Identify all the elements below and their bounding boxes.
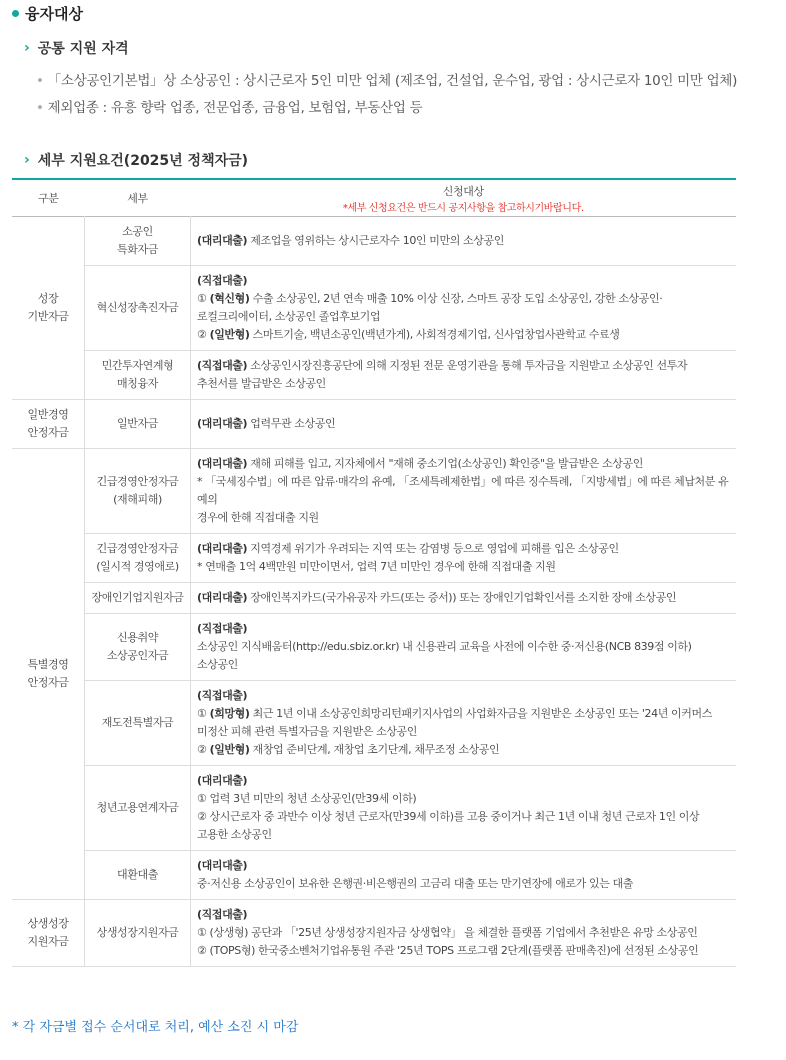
condition-text: 지역경제 위기가 우려되는 지역 또는 감염병 등으로 영업에 피해를 입은 소상공인: [247, 542, 619, 555]
target-condition-cell: [191, 614, 737, 681]
condition-line: [197, 509, 730, 527]
condition-line: [197, 687, 730, 705]
target-condition-cell: [191, 681, 737, 766]
table-row: [12, 534, 736, 583]
condition-line: [197, 290, 730, 308]
detail-name-label: 신용취약: [117, 631, 158, 644]
loan-type-label: (대리대출): [197, 774, 248, 787]
detail-name-label: 혁신성장촉진자금: [96, 301, 179, 314]
group-category-label: 일반경영: [27, 408, 69, 421]
detail-name-label: 일반자금: [117, 417, 158, 430]
condition-line: [197, 741, 730, 759]
condition-line: [197, 357, 730, 375]
loan-type-label: (대리대출): [197, 591, 248, 604]
table-row: [12, 351, 736, 400]
condition-text: 경우에 한해 직접대출 지원: [197, 511, 319, 524]
detail-name-label: 장애인기업지원자금: [91, 591, 184, 604]
condition-text: 최근 1년 이내 소상공인희망리턴패키지사업의 사업화자금을 지원받은 소상공인 또는 '24년 이커머스: [249, 707, 712, 720]
detail-name-label: 소상공인자금: [106, 649, 169, 662]
condition-line: [197, 415, 730, 433]
table-row: [12, 217, 736, 266]
condition-line: [197, 656, 730, 674]
common-item-2: • 제외업종 : 유흥 향락 업종, 전문업종, 금융업, 보험업, 부동산업 등: [36, 100, 423, 116]
condition-text: 소상공인: [197, 658, 238, 671]
condition-line: [197, 638, 730, 656]
group-category-cell: [12, 400, 85, 449]
loan-type-label: (직접대출): [197, 908, 248, 921]
loan-type-label: (직접대출): [197, 274, 248, 287]
group-category-cell: [12, 449, 85, 900]
detail-name-label: 대환대출: [117, 868, 158, 881]
condition-line: [197, 857, 730, 875]
condition-text: ②: [197, 328, 210, 341]
condition-line: [197, 326, 730, 344]
condition-text: ①: [197, 707, 210, 720]
bullet-icon: •: [36, 100, 44, 116]
type-label: (희망형): [209, 707, 250, 720]
condition-text: 업력무관 소상공인: [247, 417, 336, 430]
bullet-icon: •: [36, 73, 44, 89]
detail-requirements-title: › 세부 지원요건(2025년 정책자금): [24, 152, 249, 169]
table-row: [12, 400, 736, 449]
table-row: [12, 266, 736, 351]
loan-type-label: (대리대출): [197, 417, 248, 430]
detail-name-label: 민간투자연계형: [101, 359, 174, 372]
detail-name-cell: [85, 766, 191, 851]
condition-text: * 연매출 1억 4백만원 미만이면서, 업력 7년 미만인 경우에 한해 직접대출 지원: [197, 560, 556, 573]
condition-line: [197, 723, 730, 741]
condition-line: [197, 232, 730, 250]
detail-name-label: (재해피해): [113, 493, 162, 506]
table-row: [12, 449, 736, 534]
loan-type-label: (대리대출): [197, 542, 248, 555]
section-title: 융자대상: [12, 3, 83, 24]
group-category-label: 성장: [37, 292, 59, 305]
footnote: * 각 자금별 접수 순서대로 처리, 예산 소진 시 마감: [12, 1020, 299, 1035]
condition-line: [197, 375, 730, 393]
target-condition-cell: [191, 217, 737, 266]
group-category-label: 안정자금: [27, 676, 69, 689]
condition-line: [197, 790, 730, 808]
target-condition-cell: [191, 766, 737, 851]
group-category-label: 안정자금: [27, 426, 69, 439]
detail-name-cell: [85, 534, 191, 583]
condition-line: [197, 705, 730, 723]
detail-name-label: 매칭융자: [117, 377, 158, 390]
condition-line: [197, 808, 730, 826]
condition-text: * 「국세징수법」에 따른 압류·매각의 유예, 「조세특례제한법」에 따른 징수특례, 「지방세법」에 따른 체납처분 유예의: [197, 475, 729, 506]
condition-text: 고용한 소상공인: [197, 828, 272, 841]
condition-text: 추천서를 발급받은 소상공인: [197, 377, 326, 390]
common-eligibility-title: › 공통 지원 자격: [24, 40, 129, 57]
chevron-right-icon: ›: [24, 152, 30, 168]
table-header-row: [12, 179, 736, 217]
target-condition-cell: [191, 449, 737, 534]
detail-name-cell: [85, 217, 191, 266]
detail-name-label: 긴급경영안정자금: [96, 542, 179, 555]
detail-name-cell: [85, 851, 191, 900]
table-row: [12, 766, 736, 851]
header-target: [191, 179, 737, 217]
loan-type-label: (대리대출): [197, 234, 248, 247]
detail-name-label: (일시적 경영애로): [96, 560, 179, 573]
detail-name-label: 청년고용연계자금: [96, 801, 179, 814]
target-condition-cell: [191, 583, 737, 614]
condition-text: 재창업 준비단계, 재창업 초기단계, 채무조정 소상공인: [249, 743, 500, 756]
detail-name-label: 특화자금: [117, 243, 158, 256]
group-category-cell: [12, 900, 85, 967]
type-label: (일반형): [209, 328, 250, 341]
requirements-table: [12, 178, 736, 967]
target-condition-cell: [191, 900, 737, 967]
condition-text: ② (TOPS형) 한국중소벤처기업유통원 주관 '25년 TOPS 프로그램 2단계(플랫폼 판매촉진)에 선정된 소상공인: [197, 944, 699, 957]
target-condition-cell: [191, 851, 737, 900]
condition-line: [197, 924, 730, 942]
condition-text: ① 업력 3년 미만의 청년 소상공인(만39세 이하): [197, 792, 417, 805]
type-label: (일반형): [209, 743, 250, 756]
condition-text: 소상공인시장진흥공단에 의해 지정된 전문 운영기관을 통해 투자금을 지원받고 소상공인 선투자: [247, 359, 688, 372]
condition-text: 스마트기술, 백년소공인(백년가게), 사회적경제기업, 신사업창업사관학교 수료생: [249, 328, 620, 341]
condition-text: 미정산 피해 관련 특별자금을 지원받은 소상공인: [197, 725, 418, 738]
target-condition-cell: [191, 266, 737, 351]
group-category-label: 특별경영: [27, 658, 69, 671]
type-label: (혁신형): [209, 292, 250, 305]
table-body: [12, 217, 736, 967]
header-target-note: *세부 신청요건은 반드시 공지사항을 참고하시기바랍니다.: [342, 202, 584, 214]
condition-text: ① (상생형) 공단과 「'25년 상생성장지원자금 상생협약」 을 체결한 플랫폼 기업에서 추천받은 유망 소상공인: [197, 926, 698, 939]
detail-name-label: 재도전특별자금: [101, 716, 174, 729]
target-condition-cell: [191, 351, 737, 400]
condition-text: 중·저신용 소상공인이 보유한 은행권·비은행권의 고금리 대출 또는 만기연장에 애로가 있는 대출: [197, 877, 633, 890]
detail-name-cell: [85, 266, 191, 351]
detail-name-cell: [85, 400, 191, 449]
condition-line: [197, 558, 730, 576]
condition-line: [197, 620, 730, 638]
detail-name-label: 상생성장지원자금: [96, 926, 179, 939]
condition-line: [197, 272, 730, 290]
condition-line: [197, 942, 730, 960]
header-target-label: 신청대상: [442, 184, 484, 198]
detail-name-cell: [85, 351, 191, 400]
group-category-cell: [12, 217, 85, 400]
table-row: [12, 681, 736, 766]
detail-name-cell: [85, 583, 191, 614]
detail-name-cell: [85, 614, 191, 681]
chevron-right-icon: ›: [24, 40, 30, 56]
condition-text: 재해 피해를 입고, 지자체에서 "재해 중소기업(소상공인) 확인증"을 발급받은 소상공인: [247, 457, 643, 470]
loan-type-label: (직접대출): [197, 622, 248, 635]
target-condition-cell: [191, 400, 737, 449]
condition-text: 수출 소상공인, 2년 연속 매출 10% 이상 신장, 스마트 공장 도입 소상공인, 강한 소상공인·: [249, 292, 663, 305]
loan-type-label: (직접대출): [197, 359, 248, 372]
header-category: 구분: [38, 192, 59, 205]
detail-name-label: 소공인: [122, 225, 153, 238]
table-row: [12, 614, 736, 681]
condition-text: 장애인복지카드(국가유공자 카드(또는 증서)) 또는 장애인기업확인서를 소지한 장애 소상공인: [247, 591, 677, 604]
condition-text: 제조업을 영위하는 상시근로자수 10인 미만의 소상공인: [247, 234, 504, 247]
group-category-label: 기반자금: [27, 310, 69, 323]
group-category-label: 지원자금: [27, 935, 69, 948]
detail-name-cell: [85, 681, 191, 766]
condition-text: ①: [197, 292, 210, 305]
table-row: [12, 851, 736, 900]
condition-text: 로컬크리에이터, 소상공인 졸업후보기업: [197, 310, 381, 323]
detail-name-cell: [85, 449, 191, 534]
target-condition-cell: [191, 534, 737, 583]
condition-line: [197, 473, 730, 509]
loan-type-label: (대리대출): [197, 457, 248, 470]
condition-line: [197, 540, 730, 558]
bullet-dot-icon: [12, 10, 19, 17]
condition-line: [197, 589, 730, 607]
table-row: [12, 583, 736, 614]
loan-type-label: (대리대출): [197, 859, 248, 872]
header-detail: 세부: [127, 192, 148, 205]
detail-name-cell: [85, 900, 191, 967]
condition-text: ② 상시근로자 중 과반수 이상 청년 근로자(만39세 이하)를 고용 중이거나 최근 1년 이내 청년 근로자 1인 이상: [197, 810, 700, 823]
condition-line: [197, 772, 730, 790]
condition-text: ②: [197, 743, 210, 756]
common-item-1: • 「소상공인기본법」상 소상공인 : 상시근로자 5인 미만 업체 (제조업, 건설업, 운수업, 광업 : 상시근로자 10인 미만 업체): [36, 73, 738, 89]
condition-line: [197, 455, 730, 473]
condition-line: [197, 308, 730, 326]
condition-line: [197, 875, 730, 893]
group-category-label: 상생성장: [27, 917, 69, 930]
condition-line: [197, 906, 730, 924]
detail-name-label: 긴급경영안정자금: [96, 475, 179, 488]
condition-line: [197, 826, 730, 844]
condition-text: 소상공인 지식배움터(http://edu.sbiz.or.kr) 내 신용관리 교육을 사전에 이수한 중·저신용(NCB 839점 이하): [197, 640, 692, 653]
table-row: [12, 900, 736, 967]
loan-type-label: (직접대출): [197, 689, 248, 702]
